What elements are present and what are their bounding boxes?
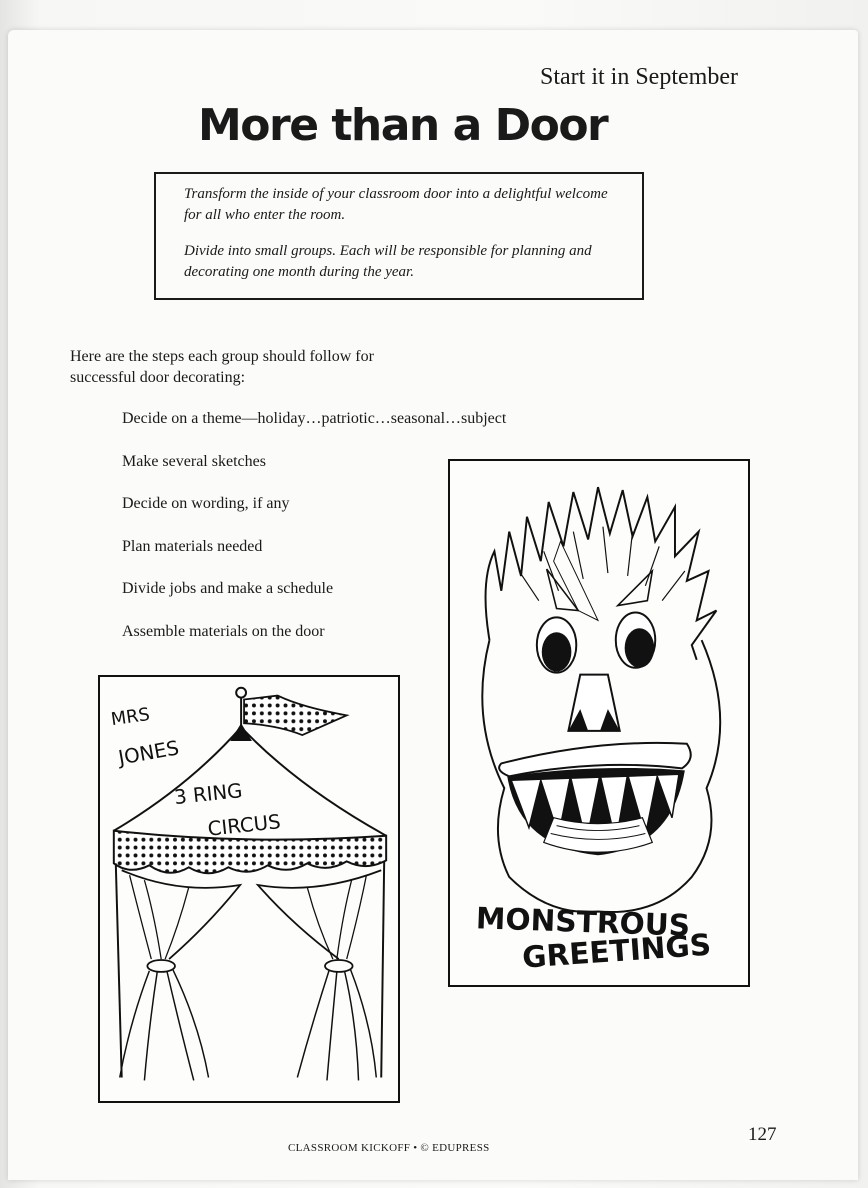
step-item: Decide on a theme—holiday…patriotic…seasonal…subject <box>122 410 507 427</box>
intro-paragraph: Transform the inside of your classroom door into a delightful welcome for all who enter the room. <box>184 186 608 223</box>
step-item: Decide on wording, if any <box>122 495 290 512</box>
circus-tent-drawing <box>100 677 398 1101</box>
intro-box <box>154 172 644 300</box>
circus-label: MRS <box>109 704 152 731</box>
circus-label: 3 RING <box>173 779 244 810</box>
circus-label: JONES <box>116 736 181 770</box>
monster-label: MONSTROUS <box>475 901 691 943</box>
steps-lead-text: Here are the steps each group should follow for successful door decorating: <box>70 348 374 386</box>
monster-label: GREETINGS <box>521 927 713 975</box>
step-item: Divide jobs and make a schedule <box>122 580 334 597</box>
intro-paragraph: Divide into small groups. Each will be responsible for planning and decorating one month during the year. <box>184 243 592 280</box>
circus-label: CIRCUS <box>206 810 282 841</box>
step-item: Plan materials needed <box>122 537 263 555</box>
page-title: More than a Door <box>198 100 608 151</box>
step-item: Assemble materials on the door <box>122 622 325 640</box>
step-item: Make several sketches <box>122 452 266 470</box>
running-head: Start it in September <box>540 64 738 90</box>
monster-face-drawing <box>450 461 748 985</box>
page-footer: CLASSROOM KICKOFF • © EDUPRESS <box>288 1142 490 1154</box>
circus-door-illustration <box>98 675 400 1103</box>
page-number: 127 <box>748 1124 777 1145</box>
monster-door-illustration <box>448 459 750 987</box>
